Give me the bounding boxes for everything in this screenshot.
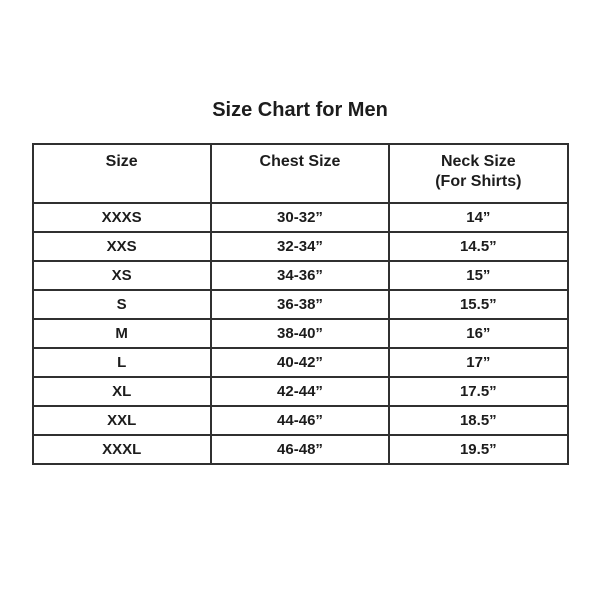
cell-chest: 42-44” xyxy=(211,377,389,406)
cell-size: XS xyxy=(33,261,211,290)
size-chart-table xyxy=(32,143,569,465)
cell-chest: 46-48” xyxy=(211,435,389,464)
cell-chest: 38-40” xyxy=(211,319,389,348)
cell-size: XL xyxy=(33,377,211,406)
table-row xyxy=(33,203,568,232)
cell-chest: 32-34” xyxy=(211,232,389,261)
cell-neck: 18.5” xyxy=(389,406,567,435)
cell-size: XXXL xyxy=(33,435,211,464)
cell-neck: 14” xyxy=(389,203,567,232)
cell-size: XXL xyxy=(33,406,211,435)
table-row xyxy=(33,406,568,435)
cell-neck: 17.5” xyxy=(389,377,567,406)
page-title: Size Chart for Men xyxy=(212,99,388,121)
size-table-body xyxy=(33,203,568,464)
column-header-size: Size xyxy=(33,144,211,203)
column-header-neck-size xyxy=(389,144,567,203)
cell-neck: 16” xyxy=(389,319,567,348)
cell-chest: 34-36” xyxy=(211,261,389,290)
table-row xyxy=(33,348,568,377)
column-header-neck-size-label: Neck Size xyxy=(440,153,516,170)
cell-size: XXXS xyxy=(33,203,211,232)
cell-size: L xyxy=(33,348,211,377)
table-row xyxy=(33,377,568,406)
cell-neck: 15.5” xyxy=(389,290,567,319)
table-row xyxy=(33,435,568,464)
cell-chest: 44-46” xyxy=(211,406,389,435)
table-row xyxy=(33,261,568,290)
table-row xyxy=(33,290,568,319)
header-row xyxy=(33,144,568,203)
column-header-chest-size: Chest Size xyxy=(211,144,389,203)
cell-chest: 30-32” xyxy=(211,203,389,232)
column-header-neck-size-sublabel: (For Shirts) xyxy=(435,173,522,190)
table-header xyxy=(33,144,568,203)
cell-neck: 19.5” xyxy=(389,435,567,464)
table-row xyxy=(33,232,568,261)
cell-chest: 36-38” xyxy=(211,290,389,319)
cell-neck: 15” xyxy=(389,261,567,290)
cell-size: S xyxy=(33,290,211,319)
cell-chest: 40-42” xyxy=(211,348,389,377)
table-row xyxy=(33,319,568,348)
cell-neck: 17” xyxy=(389,348,567,377)
cell-size: M xyxy=(33,319,211,348)
cell-size: XXS xyxy=(33,232,211,261)
cell-neck: 14.5” xyxy=(389,232,567,261)
